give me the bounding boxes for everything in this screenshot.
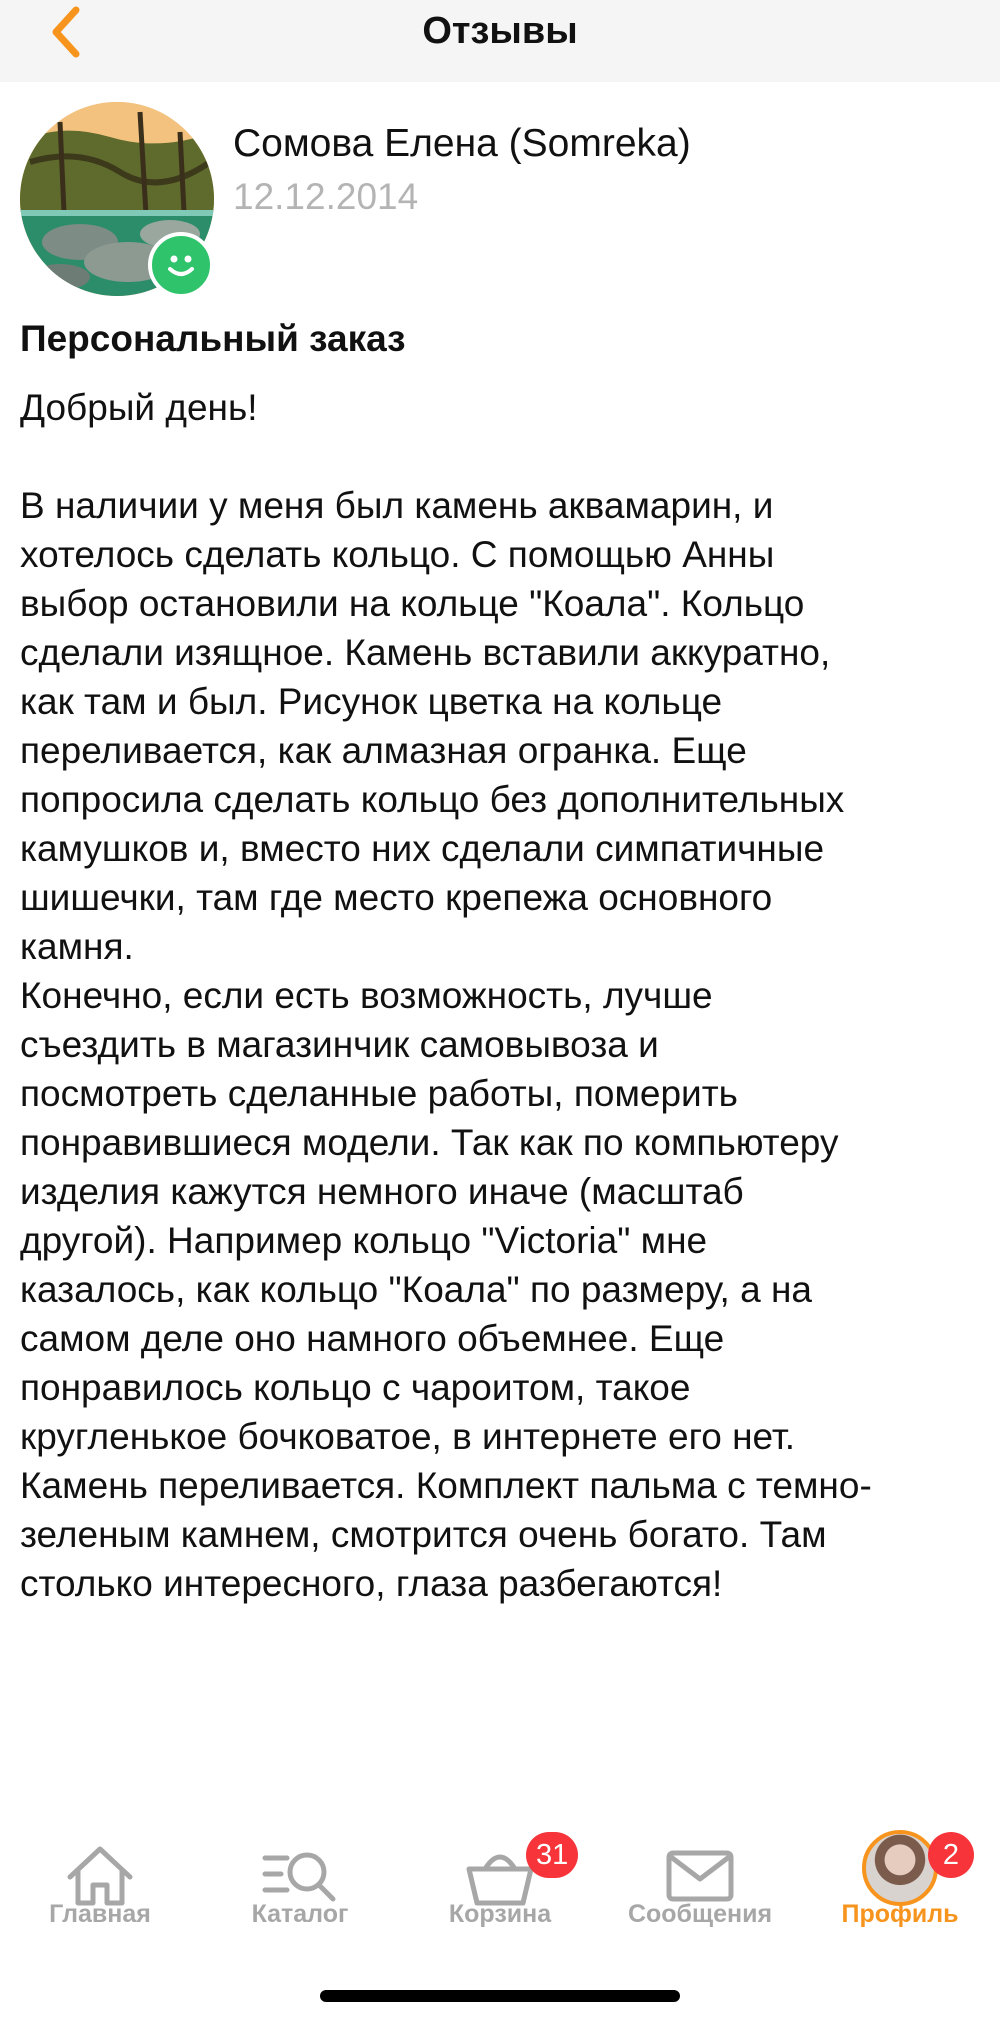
home-indicator bbox=[320, 1990, 680, 2002]
bottom-tab-bar bbox=[0, 1820, 1000, 1940]
tab-profile-label: Профиль bbox=[841, 1900, 959, 1928]
tab-messages-label: Сообщения bbox=[627, 1900, 773, 1928]
review-title: Персональный заказ bbox=[20, 318, 406, 359]
tab-profile[interactable] bbox=[810, 1820, 990, 1940]
page-title: Отзывы bbox=[422, 9, 578, 52]
tab-catalog[interactable] bbox=[210, 1820, 390, 1940]
tab-home-label: Главная bbox=[49, 1900, 151, 1928]
profile-notification-badge: 2 bbox=[928, 1832, 974, 1878]
review-date: 12.12.2014 bbox=[233, 176, 419, 217]
profile-avatar bbox=[862, 1830, 938, 1906]
author-name[interactable]: Сомова Елена (Somreka) bbox=[233, 122, 691, 165]
tab-catalog-label: Каталог bbox=[251, 1900, 349, 1928]
review-text: Добрый день! В наличии у меня был камень аквамарин, и хотелось сделать кольцо. С помощью Анны выбор остановили на кольце "Коала". Кольцо сделали изящное. Камень вставили аккуратно, как там и был. Рисунок цветка на кольце переливается, как алмазная огранка. Еще попросила сделать кольцо без дополнительных камушков и, вместо них сделали симпатичные шишечки, там где место крепежа основного камня. Конечно, если есть возможность, лучше съездить в магазинчик самовывоза и посмотреть сделанные работы, померить понравившиеся модели. Так как по компьютеру изделия кажутся немного иначе (масштаб другой). Например кольцо "Victoria" мне казалось, как кольцо "Коала" по размеру, а на самом деле оно намного объемнее. Еще понравилось кольцо с чароитом, такое кругленькое бочковатое, в интернете его нет. Камень переливается. Комплект пальма с темно- зеленым камнем, смотрится очень богато. Там столько интересного, глаза разбегаются! bbox=[20, 387, 872, 1604]
cart-count-badge: 31 bbox=[526, 1832, 578, 1878]
envelope-icon bbox=[665, 1849, 735, 1903]
tab-home[interactable] bbox=[10, 1820, 190, 1940]
smile-icon bbox=[159, 243, 203, 287]
tab-messages[interactable] bbox=[610, 1820, 790, 1940]
basket-icon bbox=[465, 1845, 535, 1907]
tab-cart-label: Корзина bbox=[448, 1900, 552, 1928]
catalog-search-icon bbox=[261, 1846, 339, 1906]
tab-cart[interactable] bbox=[410, 1820, 590, 1940]
top-nav-bar bbox=[0, 0, 1000, 82]
mood-badge bbox=[148, 232, 214, 298]
